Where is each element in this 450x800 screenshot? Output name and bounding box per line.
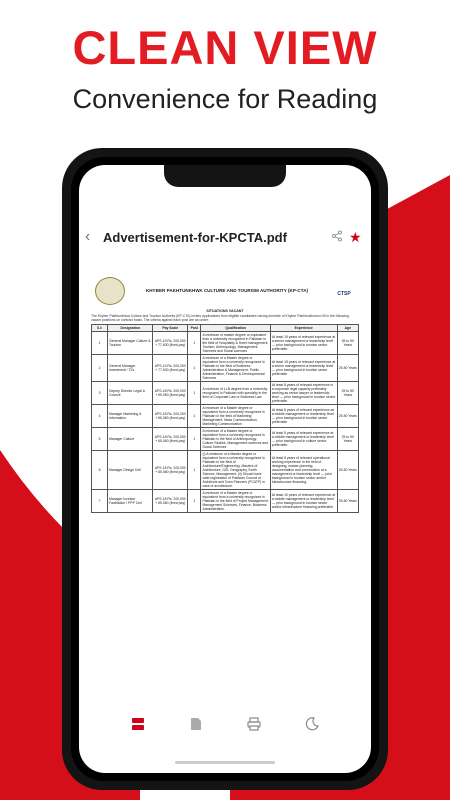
- table-cell: 6: [92, 451, 108, 490]
- table-cell: Manager Investor Facilitation / PPP Cell: [108, 490, 153, 513]
- pdf-header: [91, 275, 359, 307]
- vacancy-table: [91, 324, 359, 513]
- table-cell: (i) A minimum of a Master degree or equivalent from a university recognized in Pakistan in the field of Architecture/Engineering, Masters of Architecture, GIS, Geography, Earth Science, Management. (ii) Should have valid registration of Pakistan Council of Architects and Town Planners (PCATP) in case of architecture.: [201, 451, 270, 490]
- table-cell: At least 8 years of relevant experience as a middle management or leadership level — prior background in tourism sector preferable.: [270, 405, 337, 428]
- table-row: [92, 382, 359, 405]
- table-cell: A minimum of a Master degree or equivalent from a university recognized in Pakistan in the field of Project Management, Management Sciences, Finance, Business Administration.: [202, 491, 269, 511]
- table-cell: APS-18 Rs. 200,000 + 65,060 (fixed pay): [153, 428, 188, 451]
- table-cell: A minimum of master degree or equivalent from a university recognized in Pakistan in the field of Hospitality & Hotel management, Tourism, Anthropology, Management Sciences and Social sciences: [202, 333, 269, 353]
- table-cell: APS-19 Rs. 200,000 + 77,630 (fixed pay): [153, 332, 188, 355]
- bottom-toolbar: [79, 705, 371, 745]
- table-cell: Manager Design Cell: [108, 451, 153, 490]
- hero-subtitle: Convenience for Reading: [72, 84, 378, 114]
- pdf-header-title: KHYBER PAKHTUNKHWA CULTURE AND TOURISM AUTHORITY (KP-CTA): [145, 288, 309, 293]
- table-cell: A minimum of a Master degree or equivalent from a university recognized in Pakistan in the field of Marketing Management, Mass Communication, Marketing Communication: [201, 405, 270, 428]
- table-cell: 25 to 50 Years: [337, 428, 358, 451]
- table-cell: APS-18 Rs. 200,000 + 65,060 (fixed pay): [153, 490, 188, 513]
- table-cell: 25-50 Years: [337, 405, 358, 428]
- table-cell: At least 15 years of relevant experience at a senior management or leadership level — prior background in tourism sector preferable.: [270, 332, 337, 355]
- culture-authority-logo: [95, 277, 125, 305]
- table-cell: Manager Culture: [108, 428, 153, 451]
- pdf-section-title: SITUATIONS VACANT: [206, 309, 244, 313]
- table-cell: 1: [188, 355, 201, 382]
- table-row: [92, 332, 359, 355]
- table-cell: APS-18 Rs. 200,000 + 65,060 (fixed pay): [153, 405, 188, 428]
- column-header: Post: [188, 325, 201, 332]
- table-row: [92, 355, 359, 382]
- hero-title: CLEAN VIEW: [72, 21, 378, 74]
- table-cell: A minimum of LLB degree from a university recognized in Pakistan with specialty in the field of Corporate Law or Business Law.: [201, 382, 270, 405]
- table-cell: 5: [92, 428, 108, 451]
- column-header: Experience: [270, 325, 337, 332]
- table-cell: APS-18 Rs. 200,000 + 65,060 (fixed pay): [153, 382, 188, 405]
- table-cell: At least 5 years of relevant experience at a middle management or leadership level — prior background in culture sector preferable.: [270, 428, 337, 451]
- table-cell: General Manager Investment / TZs: [108, 355, 153, 382]
- phone-bezel: [71, 157, 379, 781]
- table-row: [92, 405, 359, 428]
- column-header: Qualification: [201, 325, 270, 332]
- table-cell: At least 8 years of relevant experience in a corporate legal capacity preferably working as senior lawyer or leadership level — prior background in tourism sector preferable.: [271, 383, 336, 403]
- table-cell: 25 to 50 Years: [337, 382, 358, 405]
- table-cell: A minimum of a Master degree or equivalent from a university recognized in Pakistan in the field of Business Administration & Management, Public Administration, Finance & Developmental Sciences: [201, 355, 270, 382]
- chevron-left-icon[interactable]: ‹: [85, 228, 91, 245]
- top-bar: [79, 220, 371, 254]
- table-cell: 4: [92, 405, 108, 428]
- table-cell: 25-50 Years: [337, 490, 358, 513]
- table-cell: Deputy Director Legal & Council: [108, 382, 153, 405]
- table-cell: 3: [92, 382, 108, 405]
- table-cell: 1: [188, 428, 201, 451]
- table-cell: 1: [188, 451, 201, 490]
- table-cell: 1: [92, 332, 108, 355]
- table-header-row: [92, 325, 359, 332]
- table-cell: 1: [188, 332, 201, 355]
- document-title: Advertisement-for-KPCTA.pdf: [103, 229, 287, 245]
- clean-view-icon[interactable]: [130, 717, 146, 733]
- pdf-page: [91, 275, 359, 653]
- table-body: [92, 332, 359, 513]
- column-header: S.#: [92, 325, 108, 332]
- ctsp-logo: CTSP: [337, 291, 351, 297]
- home-indicator: [175, 761, 275, 764]
- table-cell: 25-50 Years: [337, 355, 358, 382]
- table-row: [92, 490, 359, 513]
- share-icon[interactable]: [331, 230, 349, 245]
- pdf-intro: The Khyber Pakhtunkhwa Culture and Tourism Authority (KP-CTA) invites applications from eligible candidates having domicile of Khyber Pakhtunkhwa to fill in the following vacant positions on contract basis. The criteria against each post are as under:: [91, 314, 349, 322]
- table-cell: APS-18 Rs. 200,000 + 65,060 (fixed pay): [153, 451, 188, 490]
- hero: [0, 18, 450, 118]
- phone-frame: [62, 148, 388, 790]
- table-cell: 1: [188, 490, 201, 513]
- table-cell: 1: [188, 405, 201, 428]
- table-cell: At least 15 years of relevant experience at a senior management or leadership level — prior background in tourism sector preferable.: [270, 355, 337, 382]
- table-cell: 35 to 50 Years: [337, 332, 358, 355]
- column-header: Pay Scale: [153, 325, 188, 332]
- table-cell: At least 10 years of relevant experience at a middle management or leadership level — prior background in tourism sector and/or infrastructure financing preferable.: [270, 490, 337, 513]
- table-cell: 1: [188, 382, 201, 405]
- page-icon[interactable]: [188, 717, 204, 733]
- table-cell: Manager Marketing & Information: [108, 405, 153, 428]
- app-screen: [79, 165, 371, 773]
- table-cell: At least 8 years of relevant operational working experience in the field of designing, master planning, documentation and construction at a management or leadership level — prior background in tourism sector and/or infrastructure financing.: [270, 451, 337, 490]
- table-cell: 7: [92, 490, 108, 513]
- table-cell: General Manager Culture & Tourism: [108, 332, 153, 355]
- print-icon[interactable]: [246, 717, 262, 733]
- column-header: Designation: [108, 325, 153, 332]
- column-header: Age: [337, 325, 358, 332]
- table-row: [92, 428, 359, 451]
- table-cell: APS-19 Rs. 200,000 + 77,630 (fixed pay): [153, 355, 188, 382]
- night-mode-icon[interactable]: [304, 717, 320, 733]
- phone-notch: [164, 165, 286, 187]
- table-cell: 25-50 Years: [337, 451, 358, 490]
- table-cell: 2: [92, 355, 108, 382]
- table-row: [92, 451, 359, 490]
- star-icon[interactable]: ★: [349, 228, 362, 245]
- table-cell: A minimum of a Master degree or equivalent from a university recognized in Pakistan in the field of Anthropology, Culture Studies, Management sciences and Social Sciences: [201, 428, 270, 451]
